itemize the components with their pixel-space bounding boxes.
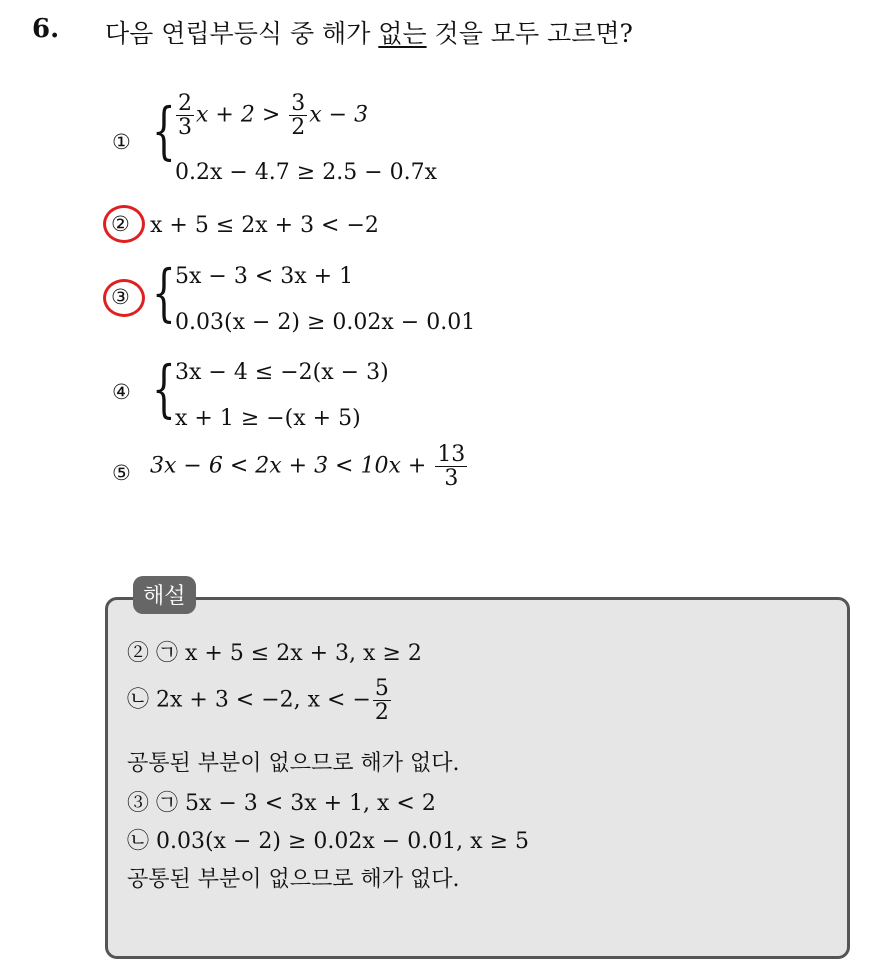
- fraction-denominator: 3: [178, 115, 192, 141]
- solution-line-5: ㉡ 0.03(x − 2) ≥ 0.02x − 0.01, x ≥ 5: [127, 829, 529, 854]
- option-1-brace: {: [152, 94, 176, 167]
- fraction-denominator: 3: [444, 466, 459, 492]
- option-1-line-1-part-b: x − 3: [309, 102, 369, 128]
- solution-line-3: 공통된 부분이 없으므로 해가 없다.: [127, 751, 460, 776]
- question-text-after: 것을 모두 고르면?: [426, 19, 633, 48]
- solution-line-6: 공통된 부분이 없으므로 해가 없다.: [127, 867, 460, 892]
- fraction-denominator: 2: [291, 115, 306, 141]
- fraction-numerator: 2: [178, 91, 192, 116]
- solution-line-1: ② ㉠ x + 5 ≤ 2x + 3, x ≥ 2: [127, 641, 422, 666]
- fraction-numerator: 3: [291, 91, 306, 116]
- option-2-marker: ②: [111, 212, 130, 236]
- solution-line-2: [127, 677, 393, 724]
- option-5-fraction: [435, 443, 467, 490]
- option-1-line-2: 0.2x − 4.7 ≥ 2.5 − 0.7x: [175, 160, 438, 185]
- option-4-line-1: 3x − 4 ≤ −2(x − 3): [175, 360, 389, 385]
- option-1-line-1-part-a: x + 2 >: [196, 102, 288, 128]
- fraction-numerator: 5: [374, 676, 389, 701]
- question-number: 6.: [32, 14, 60, 44]
- question-text-before: 다음 연립부등식 중 해가: [105, 19, 379, 48]
- solution-fraction: [373, 677, 391, 724]
- option-1-line-1: [174, 92, 368, 139]
- option-3-brace: {: [152, 256, 176, 329]
- question-text: [105, 14, 633, 50]
- option-5-line: [150, 443, 469, 490]
- solution-line-2-text: ㉡ 2x + 3 < −2, x < −: [127, 687, 371, 713]
- option-2-line: x + 5 ≤ 2x + 3 < −2: [150, 213, 379, 238]
- option-1-fraction-2: [289, 92, 307, 139]
- solution-line-4: ③ ㉠ 5x − 3 < 3x + 1, x < 2: [127, 791, 436, 816]
- fraction-numerator: 13: [437, 442, 466, 467]
- question-text-underlined: 없는: [378, 19, 427, 48]
- option-5-expression: 3x − 6 < 2x + 3 < 10x +: [150, 453, 434, 479]
- option-3-line-2: 0.03(x − 2) ≥ 0.02x − 0.01: [175, 310, 476, 335]
- option-3-line-1: 5x − 3 < 3x + 1: [175, 264, 354, 289]
- fraction-denominator: 2: [374, 700, 389, 726]
- option-5-marker: ⑤: [112, 461, 131, 485]
- option-4-brace: {: [152, 352, 176, 425]
- option-3-marker: ③: [111, 285, 130, 309]
- option-4-line-2: x + 1 ≥ −(x + 5): [175, 406, 361, 431]
- option-1-fraction-1: [176, 92, 194, 139]
- option-1-marker: ①: [112, 130, 131, 154]
- option-4-marker: ④: [112, 380, 131, 404]
- solution-label: 해설: [133, 576, 196, 614]
